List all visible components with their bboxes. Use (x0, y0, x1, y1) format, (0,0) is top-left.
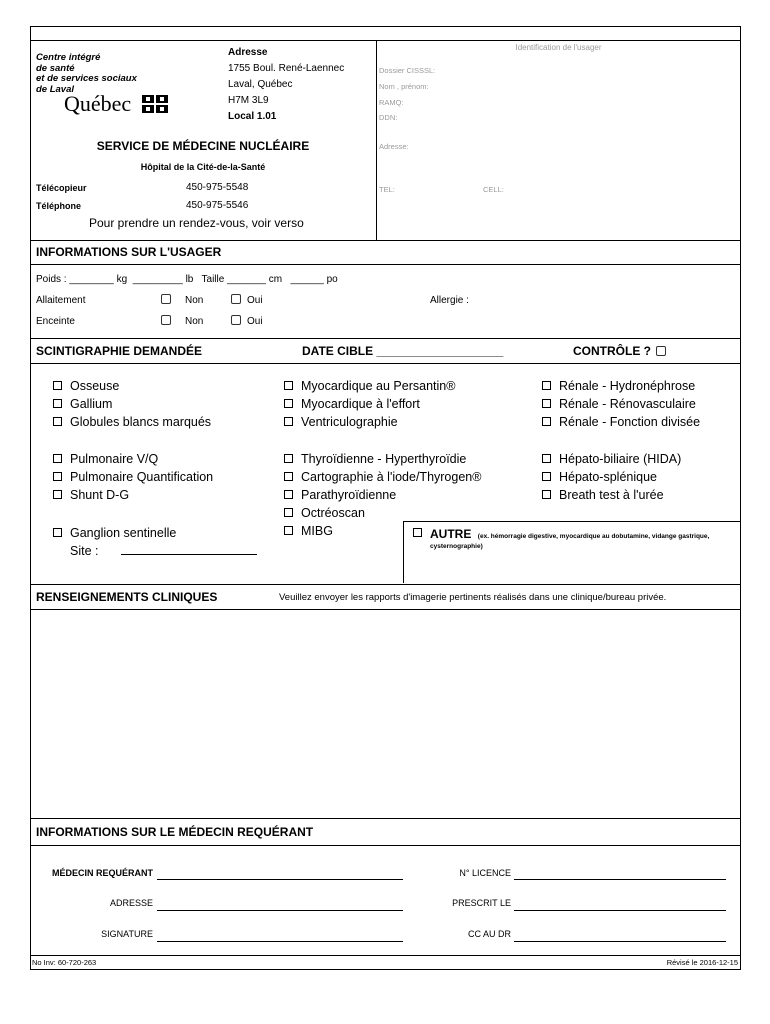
option-myo-effort[interactable]: Myocardique à l'effort (284, 395, 455, 413)
allergie-label: Allergie : (430, 295, 469, 306)
checkbox-icon[interactable] (231, 315, 241, 325)
option-ganglion[interactable]: Ganglion sentinelle (53, 524, 257, 542)
prescrit-field[interactable] (514, 910, 726, 911)
checkbox-icon[interactable] (53, 381, 62, 390)
user-id-title: Identification de l'usager (515, 43, 602, 52)
checkbox-icon[interactable] (284, 526, 293, 535)
option-thyro[interactable]: Thyroïdienne - Hyperthyroïdie (284, 450, 481, 468)
allaitement-non[interactable]: Non (161, 295, 203, 306)
allaitement-label: Allaitement (36, 295, 86, 306)
ddn-label: DDN: (379, 113, 398, 122)
checkbox-icon[interactable] (284, 472, 293, 481)
adresse-label: Adresse: (379, 142, 409, 151)
footer-inv: No Inv: 60-720-263 (32, 958, 97, 967)
checkbox-icon[interactable] (161, 294, 171, 304)
checkbox-icon[interactable] (656, 346, 666, 356)
user-info-title: INFORMATIONS SUR L'USAGER (36, 245, 222, 259)
option-gallium[interactable]: Gallium (53, 395, 211, 413)
checkbox-icon[interactable] (284, 508, 293, 517)
option-hida[interactable]: Hépato-biliaire (HIDA) (542, 450, 681, 468)
option-cartographie[interactable]: Cartographie à l'iode/Thyrogen® (284, 468, 481, 486)
controle[interactable]: CONTRÔLE ? (573, 344, 672, 358)
option-renale-renovasc[interactable]: Rénale - Rénovasculaire (542, 395, 700, 413)
checkbox-icon[interactable] (53, 399, 62, 408)
quebec-flag-icon (142, 95, 168, 113)
quebec-logo (64, 91, 168, 117)
rule-doctor-top (30, 818, 741, 819)
checkbox-icon[interactable] (542, 417, 551, 426)
checkbox-icon[interactable] (542, 472, 551, 481)
autre-note: cysternographie) (430, 543, 483, 550)
checkbox-icon[interactable] (284, 454, 293, 463)
scinti-col1-group2 (53, 450, 213, 504)
enceinte-oui[interactable]: Oui (231, 316, 263, 327)
checkbox-icon[interactable] (284, 381, 293, 390)
enceinte-label: Enceinte (36, 316, 75, 327)
scinti-ganglion (53, 524, 257, 560)
checkbox-icon[interactable] (53, 490, 62, 499)
address-block: Adresse 1755 Boul. René-Laennec Laval, Québec H7M 3L9 Local 1.01 (228, 47, 345, 122)
checkbox-icon[interactable] (231, 294, 241, 304)
cell-label: CELL: (483, 185, 504, 194)
option-breath-test[interactable]: Breath test à l'urée (542, 486, 681, 504)
option-renale-hydro[interactable]: Rénale - Hydronéphrose (542, 377, 700, 395)
phone-value: 450-975-5546 (186, 200, 249, 211)
header-divider (376, 40, 377, 240)
checkbox-icon[interactable] (284, 490, 293, 499)
option-hepato-splenique[interactable]: Hépato-splénique (542, 468, 681, 486)
option-autre[interactable]: AUTRE (ex. hémorragie digestive, myocardique au dobutamine, vidange gastrique, (413, 525, 709, 543)
rule-user-info-top (30, 240, 741, 241)
hospital-name: Hôpital de la Cité-de-la-Santé (140, 162, 266, 172)
allaitement-oui[interactable]: Oui (231, 295, 263, 306)
checkbox-icon[interactable] (413, 528, 422, 537)
checkbox-icon[interactable] (53, 417, 62, 426)
ramq-label: RAMQ: (379, 98, 404, 107)
checkbox-icon[interactable] (542, 399, 551, 408)
frame-bottom (30, 969, 741, 970)
frame-right (740, 26, 741, 970)
date-cible[interactable]: DATE CIBLE ___________________ (302, 344, 504, 358)
quebec-wordmark: Québec (64, 91, 132, 116)
tel-label: TEL: (379, 185, 395, 194)
signature-field[interactable] (157, 941, 403, 942)
fax-label: Télécopieur (36, 183, 87, 193)
option-globules[interactable]: Globules blancs marqués (53, 413, 211, 431)
org-name: Centre intégré de santé et de services sociaux de Laval (36, 52, 137, 95)
doctor-title: INFORMATIONS SUR LE MÉDECIN REQUÉRANT (36, 825, 314, 839)
clinical-title: RENSEIGNEMENTS CLINIQUES (36, 590, 218, 604)
medecin-label: MÉDECIN REQUÉRANT (51, 868, 153, 878)
option-octreoscan[interactable]: Octréoscan (284, 504, 481, 522)
option-pulmonaire-vq[interactable]: Pulmonaire V/Q (53, 450, 213, 468)
signature-label: SIGNATURE (101, 929, 153, 939)
option-myo-persantin[interactable]: Myocardique au Persantin® (284, 377, 455, 395)
scinti-col1-group1 (53, 377, 211, 431)
licence-field[interactable] (514, 879, 726, 880)
adresse-doc-label: ADRESSE (109, 898, 153, 908)
option-parathyro[interactable]: Parathyroïdienne (284, 486, 481, 504)
option-mibg[interactable]: MIBG (284, 522, 481, 540)
option-osseuse[interactable]: Osseuse (53, 377, 211, 395)
option-shunt[interactable]: Shunt D-G (53, 486, 213, 504)
option-pulmonaire-quant[interactable]: Pulmonaire Quantification (53, 468, 213, 486)
licence-label: N° LICENCE (459, 868, 511, 878)
checkbox-icon[interactable] (542, 381, 551, 390)
scinti-col3-group1 (542, 377, 700, 431)
nom-label: Nom , prénom: (379, 82, 429, 91)
cc-field[interactable] (514, 941, 726, 942)
checkbox-icon[interactable] (53, 454, 62, 463)
checkbox-icon[interactable] (542, 454, 551, 463)
scinti-title: SCINTIGRAPHIE DEMANDÉE (36, 344, 203, 358)
medecin-field[interactable] (157, 879, 403, 880)
checkbox-icon[interactable] (53, 528, 62, 537)
adresse-doc-field[interactable] (157, 910, 403, 911)
phone-label: Téléphone (36, 201, 82, 211)
scinti-col2-group1 (284, 377, 455, 431)
checkbox-icon[interactable] (284, 399, 293, 408)
poids-taille-line[interactable]: Poids : ________ kg _________ lb Taille _______ cm ______ po (36, 274, 338, 285)
cc-label: CC AU DR (467, 929, 511, 939)
prescrit-label: PRESCRIT LE (452, 898, 511, 908)
footer-revised: Révisé le 2016-12-15 (666, 958, 738, 967)
rule-scinti-top (30, 338, 741, 339)
option-ventriculo[interactable]: Ventriculographie (284, 413, 455, 431)
enceinte-non[interactable]: Non (161, 316, 203, 327)
frame-top-inner (30, 40, 741, 41)
dossier-label: Dossier CISSSL: (379, 66, 436, 75)
rule-footer (30, 955, 741, 956)
appointment-note: Pour prendre un rendez-vous, voir verso (89, 216, 304, 230)
option-renale-fonction[interactable]: Rénale - Fonction divisée (542, 413, 700, 431)
fax-value: 450-975-5548 (186, 182, 249, 193)
site-field[interactable]: Site : (53, 542, 257, 560)
checkbox-icon[interactable] (284, 417, 293, 426)
rule-clinical-top (30, 584, 741, 585)
scinti-col3-group2 (542, 450, 681, 504)
rule-scinti-bottom (30, 363, 741, 364)
checkbox-icon[interactable] (161, 315, 171, 325)
frame-top (30, 26, 741, 27)
checkbox-icon[interactable] (542, 490, 551, 499)
checkbox-icon[interactable] (53, 472, 62, 481)
rule-user-info-bottom (30, 264, 741, 265)
clinical-text-area[interactable] (31, 610, 740, 818)
rule-doctor-bottom (30, 845, 741, 846)
service-title: SERVICE DE MÉDECINE NUCLÉAIRE (96, 139, 310, 153)
clinical-note: Veuillez envoyer les rapports d'imagerie pertinents réalisés dans une clinique/bureau privée. (279, 592, 667, 603)
